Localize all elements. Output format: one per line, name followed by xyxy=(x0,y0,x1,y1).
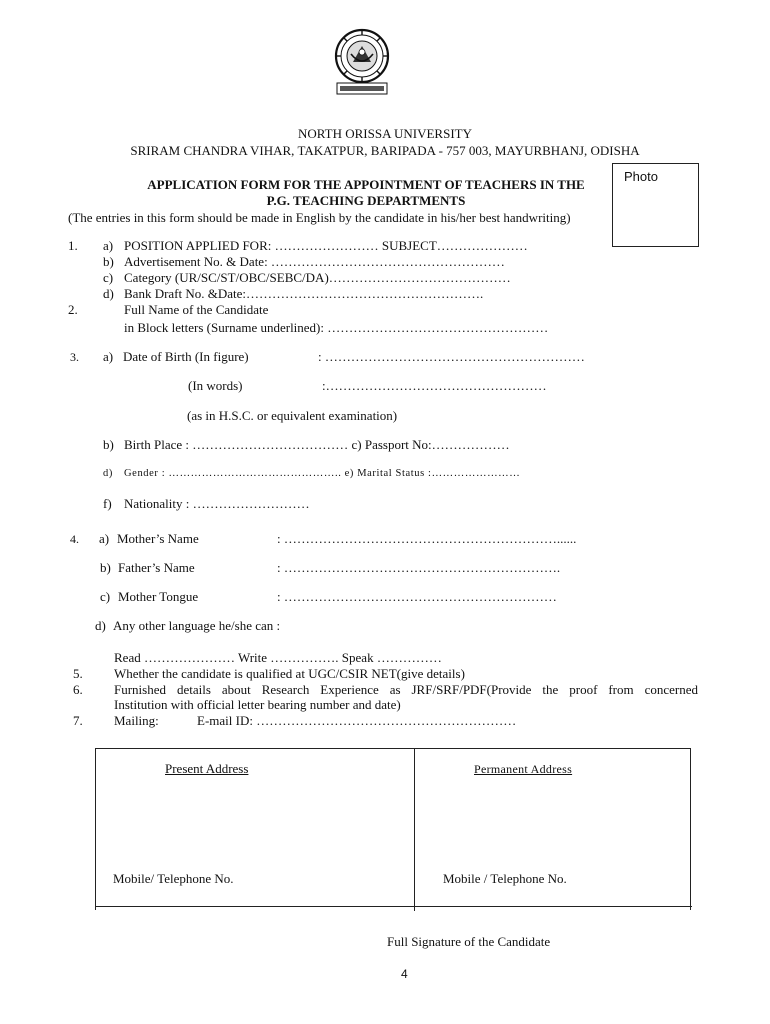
dob-label: Date of Birth (In figure) xyxy=(123,349,249,364)
item-1d-marker: d) xyxy=(103,286,114,301)
item-1b-marker: b) xyxy=(103,254,114,269)
photo-box xyxy=(612,163,699,247)
photo-label: Photo xyxy=(624,169,658,184)
item-4a-marker: a) xyxy=(99,531,110,546)
mailing-label: Mailing: xyxy=(114,713,159,728)
nationality-field: Nationality : ……………………… xyxy=(124,496,310,511)
item-1a-marker: a) xyxy=(103,238,114,253)
item-number-4: 4. xyxy=(70,532,79,546)
university-name: NORTH ORISSA UNIVERSITY xyxy=(297,126,472,141)
mother-tongue-label: Mother Tongue xyxy=(118,589,199,604)
item-1c-marker: c) xyxy=(103,270,114,285)
item-4c-marker: c) xyxy=(100,589,111,604)
present-mobile-label: Mobile/ Telephone No. xyxy=(113,871,234,886)
address-table-divider xyxy=(414,749,415,911)
bank-draft-field: Bank Draft No. &Date:………………………………………………. xyxy=(124,286,484,301)
read-write-speak-field: Read ………………… Write ……………. Speak …………… xyxy=(114,650,442,665)
birth-place-passport-field: Birth Place : ……………………………… c) Passport No:……………… xyxy=(124,437,510,452)
form-title-line2: P.G. TEACHING DEPARTMENTS xyxy=(266,193,466,208)
page-number: 4 xyxy=(401,967,408,981)
item-4b-marker: b) xyxy=(100,560,111,575)
full-name-field: in Block letters (Surname underlined): …………………………………………… xyxy=(124,320,549,335)
other-language-label: Any other language he/she can : xyxy=(113,618,281,633)
research-experience-note: Institution with official letter bearing number and date) xyxy=(114,697,401,712)
dob-words-field: :…………………………………………… xyxy=(322,378,547,393)
father-name-field: : ………………………………………………………. xyxy=(277,560,561,575)
permanent-address-header: Permanent Address xyxy=(474,762,573,776)
dob-field: : …………………………………………………… xyxy=(318,349,585,364)
category-field: Category (UR/SC/ST/OBC/SEBC/DA)…………………………………… xyxy=(124,270,511,285)
mother-name-label: Mother’s Name xyxy=(117,531,199,546)
item-number-5: 5. xyxy=(73,666,83,681)
mother-name-field: : ………………………………………………………...... xyxy=(277,531,577,546)
research-experience-field: Furnished details about Research Experience as JRF/SRF/PDF(Provide the proof from concerned xyxy=(114,682,698,697)
advertisement-field: Advertisement No. & Date: ……………………………………………… xyxy=(124,254,505,269)
university-logo xyxy=(327,28,397,96)
candidate-signature-label: Full Signature of the Candidate xyxy=(387,934,551,949)
form-instruction-note: (The entries in this form should be made in English by the candidate in his/her best handwriting) xyxy=(68,210,571,225)
item-4d-marker: d) xyxy=(95,618,106,633)
item-number-1: 1. xyxy=(68,238,78,253)
item-number-3: 3. xyxy=(70,350,79,364)
dob-note: (as in H.S.C. or equivalent examination) xyxy=(187,408,398,423)
father-name-label: Father’s Name xyxy=(118,560,195,575)
position-applied-field: POSITION APPLIED FOR: …………………… SUBJECT………………… xyxy=(124,238,528,253)
permanent-mobile-label: Mobile / Telephone No. xyxy=(443,871,567,886)
email-field: E-mail ID: …………………………………………………… xyxy=(197,713,517,728)
item-3a-marker: a) xyxy=(103,349,114,364)
form-title-line1: APPLICATION FORM FOR THE APPOINTMENT OF TEACHERS IN THE xyxy=(147,177,585,192)
present-address-header: Present Address xyxy=(165,761,249,776)
full-name-label: Full Name of the Candidate xyxy=(124,302,269,317)
mother-tongue-field: : ……………………………………………………… xyxy=(277,589,557,604)
item-3f-marker: f) xyxy=(103,496,112,511)
item-3b-marker: b) xyxy=(103,437,114,452)
item-number-6: 6. xyxy=(73,682,83,697)
item-number-7: 7. xyxy=(73,713,83,728)
address-table-bottom-line xyxy=(95,906,692,907)
net-qualification-field: Whether the candidate is qualified at UGC/CSIR NET(give details) xyxy=(114,666,465,681)
item-3d-marker: d) xyxy=(103,468,113,479)
dob-words-label: (In words) xyxy=(188,378,243,393)
university-seal-icon xyxy=(327,28,397,96)
university-address: SRIRAM CHANDRA VIHAR, TAKATPUR, BARIPADA - 757 003, MAYURBHANJ, ODISHA xyxy=(130,143,640,158)
item-number-2: 2. xyxy=(68,302,78,317)
gender-marital-field: Gender : ……………………………………….. e) Marital Status :…………………… xyxy=(124,468,521,479)
